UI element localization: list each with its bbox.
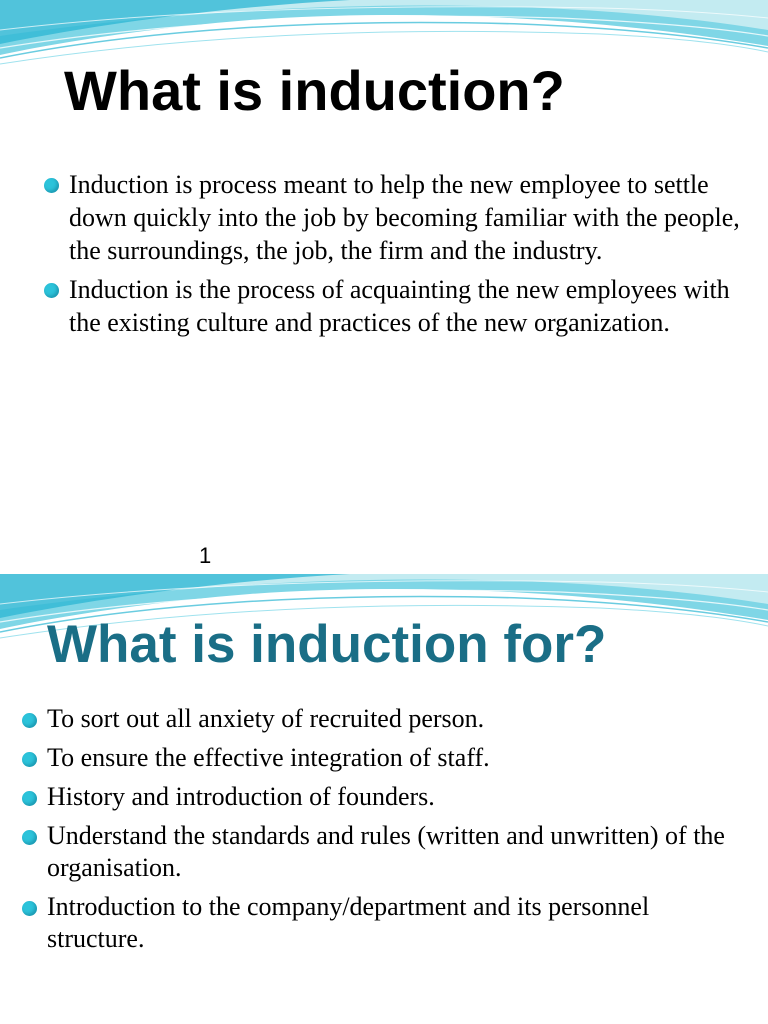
list-item (44, 168, 744, 267)
bullet-text: Induction is the process of acquainting the new employees with the existing culture and practices of the new organization. (69, 275, 730, 337)
slide-title: What is induction for? (47, 615, 607, 674)
bullet-text: Introduction to the company/department and its personnel structure. (47, 892, 650, 953)
bullet-icon (22, 830, 37, 845)
bullet-icon (44, 283, 59, 298)
bullet-icon (44, 178, 59, 193)
bullet-text: To ensure the effective integration of staff. (47, 743, 490, 772)
bullet-icon (22, 901, 37, 916)
bullet-icon (22, 713, 37, 728)
bullet-list (44, 168, 744, 345)
bullet-text: Induction is process meant to help the new employee to settle down quickly into the job by becoming familiar with the people, the surroundings, the job, the firm and the industry. (69, 170, 740, 265)
list-item (44, 273, 744, 339)
list-item (22, 742, 742, 774)
bullet-icon (22, 791, 37, 806)
slide-2 (0, 574, 768, 1024)
list-item (22, 781, 742, 813)
bullet-text: To sort out all anxiety of recruited person. (47, 704, 485, 733)
bullet-icon (22, 752, 37, 767)
bullet-text: Understand the standards and rules (written and unwritten) of the organisation. (47, 821, 725, 882)
list-item (22, 703, 742, 735)
list-item (22, 820, 742, 884)
list-item (22, 891, 742, 955)
slide-title: What is induction? (64, 59, 565, 122)
bullet-list (22, 703, 742, 962)
page-number: 1 (199, 543, 212, 568)
bullet-text: History and introduction of founders. (47, 782, 435, 811)
